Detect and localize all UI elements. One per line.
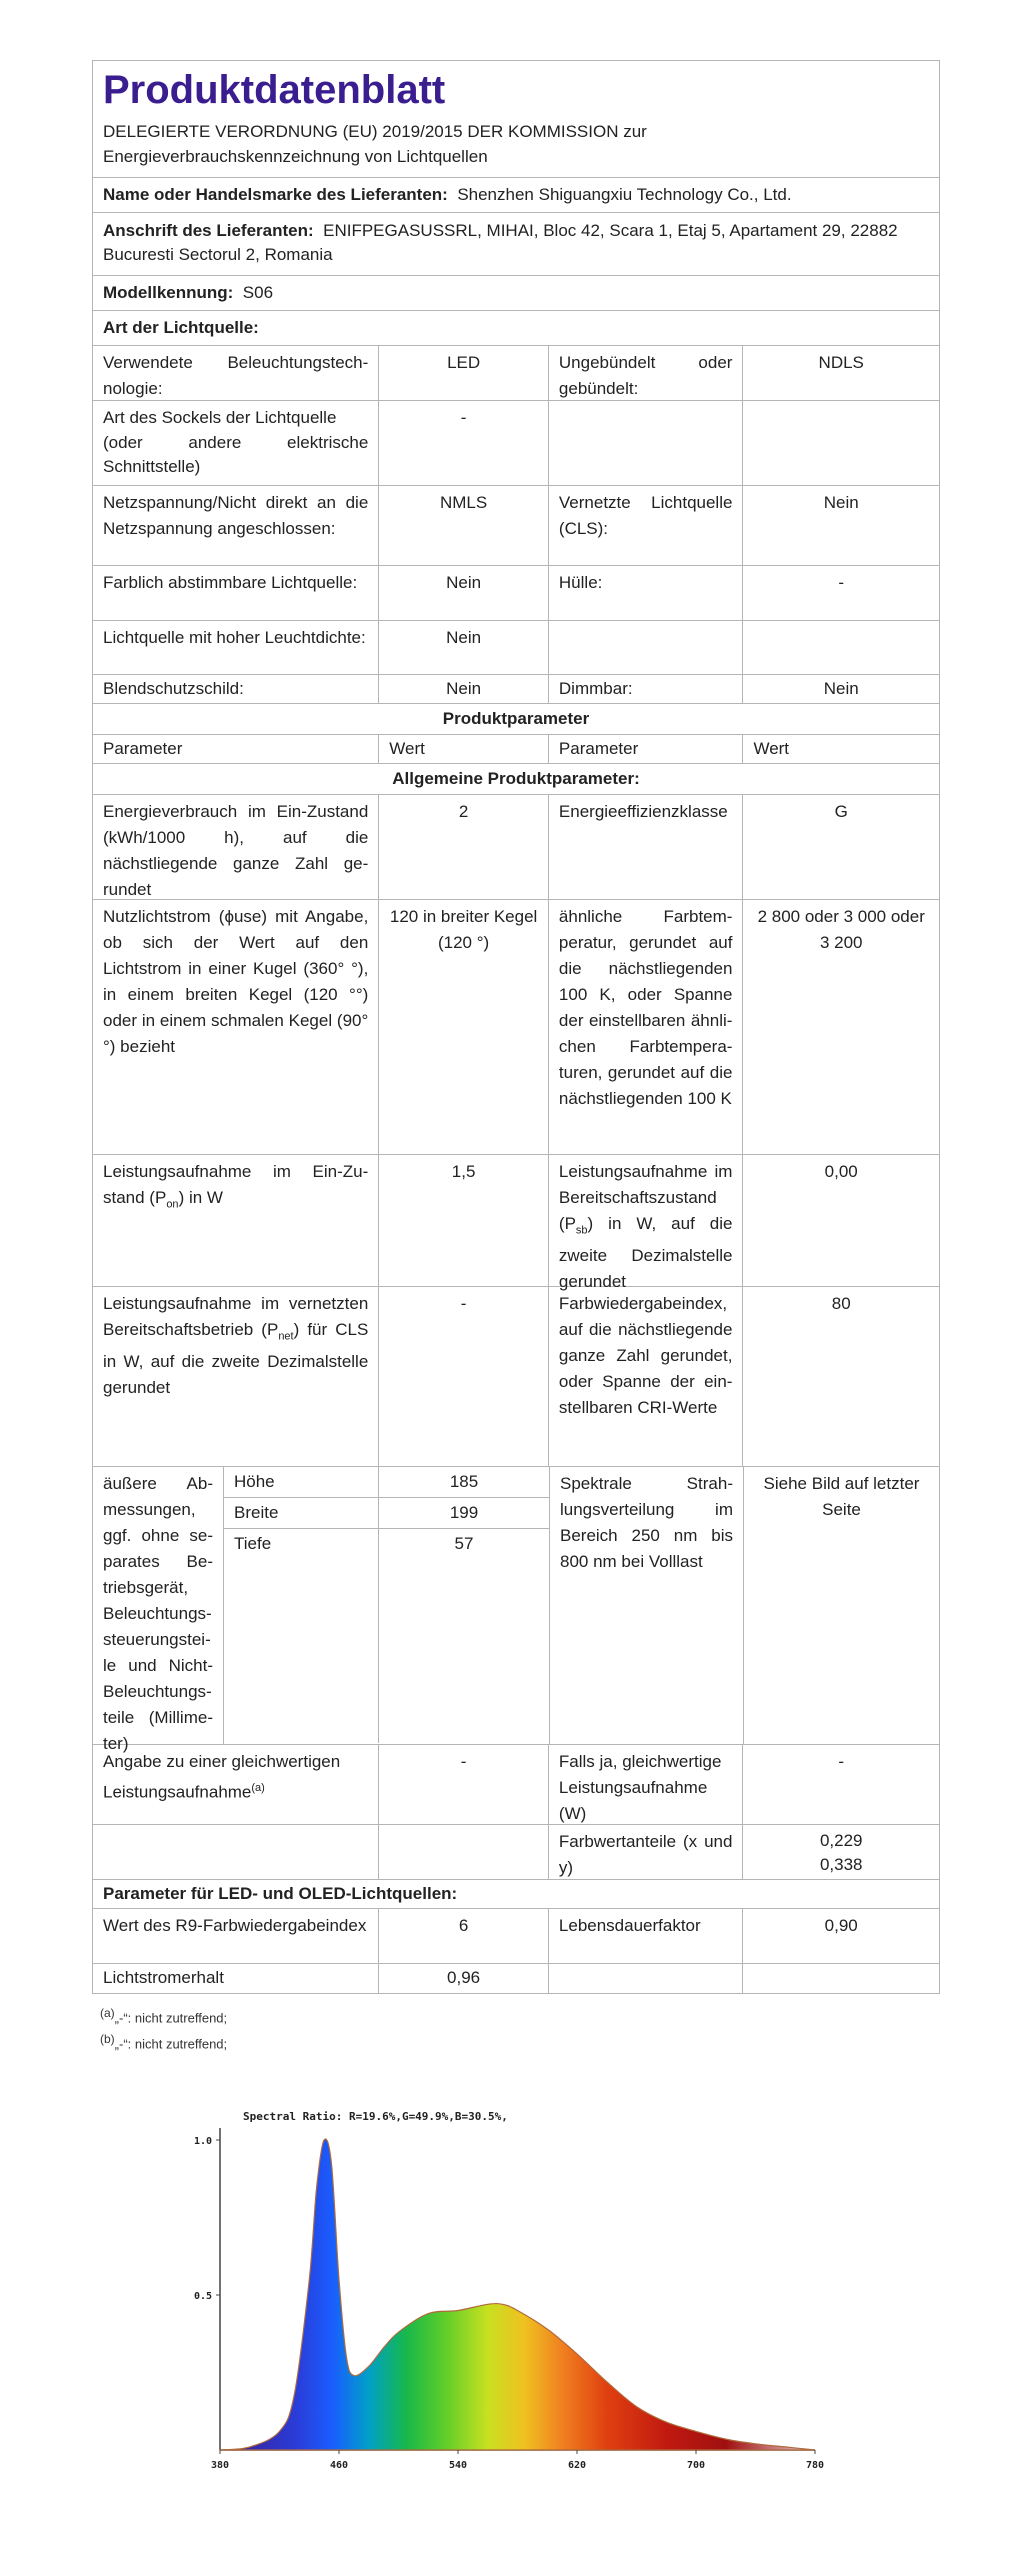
dimmable-label: Dimmbar: [549,675,744,703]
high-luminance-label: Lichtquelle mit hoher Leuchtdichte: [93,621,379,674]
y-tick-label: 0.5 [193,2291,212,2302]
r9-label: Wert des R9-Farbwiedergabeindex [93,1909,379,1963]
flux-label: Nutzlichtstrom (ϕuse) mit Angabe, ob sich der Wert auf den Lichtstrom in einer Kugel (360° °), in einem breiten Kegel (120 °°) oder in einem schmalen Kegel (90° °) bezieht [93,900,379,1154]
mains-label: Netzspannung/Nicht direkt an die Netzspannung angeschlossen: [93,486,379,565]
dimensions-values [224,1467,549,1744]
footnote-a-mark: (a) [100,2006,115,2020]
lumen-maintenance-label: Lichtstromerhalt [93,1964,379,1993]
equivalent-power-value: - [379,1745,549,1824]
network-standby-subscript: net [278,1330,294,1343]
network-standby-value: - [379,1287,549,1466]
supplier-address-value: ENIFPEGASUSSRL, MIHAI, Bloc 42, Scara 1, Etaj 5, Apartament 29, 22882 Bucuresti Sectorul 2, Romania [103,221,898,264]
cri-value: 80 [831,1294,851,1313]
energy-row [93,795,939,900]
on-power-row [93,1155,939,1292]
lm-empty-2 [743,1964,939,1993]
chromaticity-row [93,1825,939,1880]
glare-row [93,675,939,704]
spd-label: Spektrale Strahlungsverteilung im Bereich 250 nm bis 800 nm bei Volllast [550,1467,744,1744]
page-title: Produktdatenblatt [103,68,446,112]
chromaticity-x: 0,229 [819,1831,863,1850]
r9-row [93,1909,939,1964]
mains-value: NMLS [379,486,549,565]
model-row [93,276,939,311]
socket-value: - [379,401,549,485]
dimensions-block [93,1467,550,1753]
flux-row [93,900,939,1155]
col-value-1: Wert [379,735,549,763]
high-luminance-row [93,621,939,675]
regulation-subtitle [93,113,939,177]
subtitle-line-2: Energieverbrauchskennzeichnung von Lichtquellen [103,147,488,166]
hl-empty-2 [743,621,939,674]
dim-width-label: Breite [224,1498,379,1528]
product-data-sheet [92,60,940,1994]
cri-label: Farbwiedergabeindex, auf die nächstliegende ganze Zahl gerundet, oder Spanne der einstellbaren CRI-Werte [549,1287,744,1466]
chart-title: Spectral Ratio: R=19.6%,G=49.9%,B=30.5%, [243,2110,508,2123]
lumen-maintenance-row [93,1964,939,1993]
product-params-heading: Produktparameter [442,709,590,728]
x-tick-label: 780 [805,2460,825,2471]
tech-row [93,346,939,401]
led-params-heading-row [93,1880,939,1909]
cls-label: Vernetzte Lichtquelle (CLS): [549,486,744,565]
on-power-subscript: on [166,1198,179,1211]
column-header-row [93,735,939,764]
energy-value: 2 [379,795,549,899]
product-params-heading-row [93,704,939,735]
lifetime-factor-label: Lebensdauerfaktor [549,1909,744,1963]
footnote-a-text: „-“: nicht zutreffend; [114,2010,228,2026]
r9-value: 6 [379,1909,549,1963]
standby-power-label-text: Leistungsaufnahme im Bereitschaftszustand (P [558,1162,733,1233]
spectrum-chart [175,2098,835,2478]
socket-empty-2 [743,401,939,485]
tech-value: LED [379,346,549,400]
col-param-2: Parameter [549,735,744,763]
col-param-1: Parameter [93,735,379,763]
dimmable-value: Nein [823,679,859,698]
glare-label: Blendschutzschild: [93,675,379,703]
dim-depth-row [224,1529,549,1743]
light-type-heading: Art der Lichtquelle: [103,318,259,337]
chromaticity-label: Farbwertanteile (x und y) [549,1825,744,1879]
cct-label: ähnliche Farbtemperatur, gerundet auf die nächstliegenden 100 K, oder Spanne der einstellbaren ähnlichen Farbtemperaturen, gerundet auf die nächstliegenden 100 K [549,900,744,1154]
on-power-label-unit: ) in W [178,1188,223,1207]
socket-row [93,401,939,486]
model-value: S06 [242,283,274,302]
x-tick-label: 540 [448,2460,468,2471]
supplier-name-label: Name oder Handelsmarke des Lieferanten: [103,185,448,204]
dimensions-label: äußere Abmessungen, ggf. ohne separates Betriebsgerät, Beleuchtungssteuerungsteile und Nicht-Beleuchtungsteile (Millimeter) [93,1467,224,1744]
x-tick-label: 620 [567,2460,587,2471]
equivalent-power-label-text: Angabe zu einer gleichwertigen Leistungsaufnahme [103,1752,341,1802]
supplier-address-label: Anschrift des Lieferanten: [103,221,314,240]
focus-label: Ungebündelt oder gebündelt: [549,346,744,400]
glare-value: Nein [379,675,549,703]
energy-class-label: Energieeffizienzklasse [549,795,744,899]
footnote-b [100,2032,227,2051]
dim-width-value: 199 [449,1503,479,1522]
equivalent-power-w-label: Falls ja, gleichwertige Leistungsaufnahme (W) [549,1745,744,1824]
on-power-label-text: Leistungsaufnahme im Ein-Zustand (P [103,1162,369,1207]
equivalent-power-label [93,1745,379,1824]
light-type-heading-row [93,311,939,346]
standby-power-value: 0,00 [824,1162,858,1181]
chromaticity-value [743,1825,939,1879]
supplier-name-value: Shenzhen Shiguangxiu Technology Co., Ltd. [457,185,792,204]
socket-label [93,401,379,485]
dim-height-row [224,1467,549,1498]
mains-row [93,486,939,566]
socket-label-line-1: Art des Sockels der Lichtquelle [103,408,337,427]
footnote-b-mark: (b) [100,2032,115,2046]
dim-depth-value: 57 [454,1534,474,1553]
hl-empty-1 [549,621,744,674]
standby-power-label-unit: ) in W, auf die zweite Dezimalstelle gerundet [558,1214,733,1292]
flux-value: 120 in breiter Kegel (120 °) [379,900,549,1154]
supplier-name-row [93,178,939,213]
equivalent-power-row [93,1745,939,1825]
network-standby-label-unit: ) für CLS in W, auf die zweite Dezimalstelle gerundet [103,1320,369,1398]
title-row [93,61,939,178]
cls-value: Nein [823,493,859,512]
y-tick-label: 1.0 [193,2136,212,2147]
footnote-b-text: „-“: nicht zutreffend; [114,2036,228,2052]
general-params-heading-row [93,764,939,795]
color-tunable-value: Nein [379,566,549,620]
high-luminance-value: Nein [379,621,549,674]
chroma-empty-2 [379,1825,549,1879]
network-standby-label [93,1287,379,1466]
footnote-a [100,2006,227,2025]
spectrum-series-area [220,2139,815,2450]
col-value-2: Wert [753,739,790,758]
spectrum-chart-svg [175,2098,835,2478]
envelope-label: Hülle: [549,566,744,620]
energy-class-value: G [834,802,848,821]
dim-width-row [224,1498,549,1529]
lm-empty-1 [549,1964,744,1993]
standby-power-subscript: sb [575,1224,588,1237]
envelope-value: - [838,573,845,592]
led-params-heading: Parameter für LED- und OLED-Lichtquellen: [103,1884,458,1903]
energy-label: Energieverbrauch im Ein-Zustand (kWh/1000 h), auf die nächstliegende ganze Zahl gerundet [93,795,379,899]
network-standby-row [93,1287,939,1467]
subtitle-line-1: DELEGIERTE VERORDNUNG (EU) 2019/2015 DER KOMMISSION zur [103,122,647,141]
general-params-heading: Allgemeine Produktparameter: [392,769,640,788]
focus-value: NDLS [818,353,864,372]
chromaticity-y: 0,338 [819,1855,863,1874]
x-tick-label: 460 [329,2460,349,2471]
equivalent-power-w-value: - [838,1752,845,1771]
dim-height-label: Höhe [224,1467,379,1497]
spd-value: Siehe Bild auf letzter Seite [763,1474,920,1519]
color-tunable-row [93,566,939,621]
x-tick-label: 700 [686,2460,706,2471]
on-power-label [93,1155,379,1286]
socket-label-line-2: (oder andere elektrische Schnittstelle) [103,433,369,476]
lifetime-factor-value: 0,90 [824,1916,858,1935]
standby-power-label [549,1155,744,1292]
cct-value: 2 800 oder 3 000 oder 3 200 [757,907,925,952]
chroma-empty-1 [93,1825,379,1879]
tech-label: Verwendete Beleuchtungstechnologie: [93,346,379,400]
x-tick-label: 380 [210,2460,230,2471]
dim-depth-label: Tiefe [224,1529,379,1743]
network-standby-label-text: Leistungsaufnahme im vernetzten Bereitschaftsbetrieb (P [103,1294,369,1339]
equivalent-power-footnote-mark: (a) [251,1782,265,1794]
socket-empty-1 [549,401,744,485]
on-power-value: 1,5 [379,1155,549,1286]
lumen-maintenance-value: 0,96 [379,1964,549,1993]
dimensions-row [93,1467,939,1753]
model-label: Modellkennung: [103,283,234,302]
dim-height-value: 185 [449,1472,479,1491]
color-tunable-label: Farblich abstimmbare Lichtquelle: [93,566,379,620]
supplier-address-row [93,213,939,276]
